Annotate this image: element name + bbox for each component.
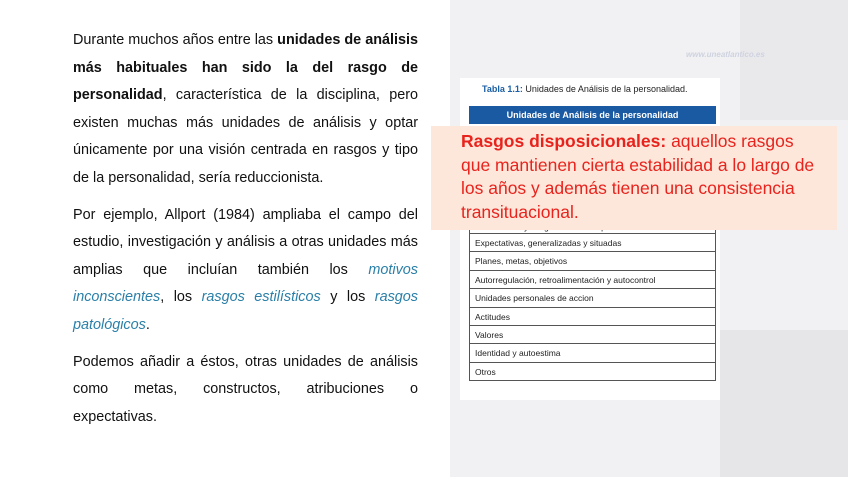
table-row: Planes, metas, objetivos: [469, 252, 716, 270]
table-row: Unidades personales de accion: [469, 289, 716, 307]
text-run: .: [145, 316, 150, 333]
table-row: Otros: [469, 363, 716, 381]
text-run: , los: [160, 289, 202, 306]
watermark: www.uneatlantico.es: [686, 50, 765, 59]
caption-text: Unidades de Análisis de la personalidad.: [522, 84, 688, 94]
table-row: Actitudes: [469, 308, 716, 326]
link-motivos-inconscientes[interactable]: motivos inconscientes: [73, 261, 418, 306]
paragraph-3: Podemos añadir a éstos, otras unidades de análisis como metas, constructos, atribuciones o expectativas.: [73, 353, 418, 425]
table-row: Valores: [469, 326, 716, 344]
paragraph-2: [73, 202, 418, 340]
text-run: Por ejemplo, Allport (1984) ampliaba el campo del estudio, investigación y análisis a otras unidades más amplias que incluían también los: [73, 206, 418, 278]
bold-text: unidades de análisis más habituales han sido la del rasgo de personalidad: [73, 32, 418, 104]
paragraph-1: [73, 27, 418, 193]
callout-term: Rasgos disposicionales:: [461, 131, 667, 151]
definition-callout: [431, 126, 837, 230]
table-caption: [482, 84, 687, 94]
table-header: Unidades de Análisis de la personalidad: [469, 106, 716, 124]
background-shape: [720, 330, 848, 477]
callout-definition: aquellos rasgos que mantienen cierta estabilidad a lo largo de los años y además tienen una consistencia transituacional.: [461, 131, 815, 222]
text-run: y los: [320, 289, 375, 306]
link-rasgos-patologicos[interactable]: rasgos patológicos: [73, 289, 418, 333]
text-run: Durante muchos años entre las: [73, 32, 278, 48]
table-body: [469, 224, 716, 381]
background-shape: [740, 0, 848, 120]
table-row: Autorregulación, retroalimentación y autocontrol: [469, 271, 716, 289]
caption-label: Tabla 1.1:: [482, 84, 523, 94]
link-rasgos-estilisticos[interactable]: rasgos estilísticos: [201, 289, 321, 306]
table-row: Identidad y autoestima: [469, 344, 716, 362]
body-text: [73, 27, 418, 440]
table-row: Expectativas, generalizadas y situadas: [469, 234, 716, 252]
text-run: , característica de la disciplina, pero existen muchas más unidades de análisis y optar únicamente por una visión centrada en rasgos y tipo de la personalidad, sería reduccionista.: [73, 87, 418, 186]
